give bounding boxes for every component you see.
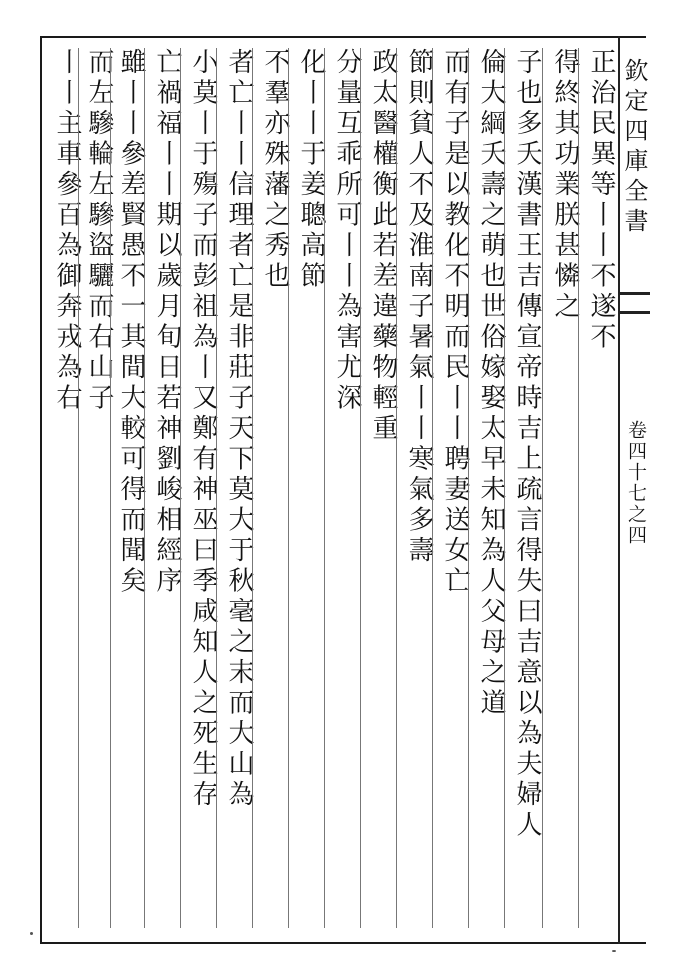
column-rule [468,48,469,928]
text-column-4: 倫大綱夭壽之萌也世俗嫁娶太早未知為人父母之道 [476,48,506,719]
column-rule [288,48,289,928]
margin-volume-label: 卷四十七之四 [625,420,647,546]
fish-tail-mark [620,292,650,314]
scan-speck [612,950,616,952]
column-rule [396,48,397,928]
text-column-9: 化丨丨于姜聰高節 [296,48,326,292]
supplementary-text [0,0,1,1]
margin-book-title: 欽定四庫全書 [620,58,648,238]
text-column-6: 節則貧人不及淮南子暑氣丨丨寒氣多壽 [404,48,434,567]
text-column-2: 得終其功業朕甚憐之 [550,48,580,323]
text-column-13: 亡禍福丨丨期以歲月旬日若神劉峻相經序 [152,48,182,597]
text-column-3: 子也多夭漢書王吉傳宣帝時吉上疏言得失曰吉意以為夫婦人 [512,48,542,841]
column-rule [252,48,253,928]
column-rule [180,48,181,928]
text-column-5: 而有子是以教化不明而民丨丨聘妻送女亡 [440,48,470,597]
column-rule [110,48,111,928]
text-column-1: 正治民異等丨丨不遂不 [586,48,616,353]
column-rule [432,48,433,928]
text-column-7: 政太醫權衡此若差違藥物輕重 [368,48,398,445]
column-rule [78,48,79,928]
text-column-11: 者亡丨丨信理者亡是非莊子天下莫大于秋毫之末而大山為 [224,48,254,811]
text-column-12: 小莫丨于殤子而彭祖為丨又鄭有神巫曰季咸知人之死生存 [188,48,218,811]
column-rule [504,48,505,928]
text-column-14: 雖丨丨參差賢愚不一其間大較可得而聞矣 [116,48,146,597]
text-column-16: 丨丨主車參百為御奔戎為右 [52,48,82,414]
column-rule [578,48,579,928]
column-rule [144,48,145,928]
text-column-8: 分量互乖所可丨丨為害尤深 [332,48,362,414]
column-rule [542,48,543,928]
text-column-10: 不羣亦殊藩之秀也 [260,48,290,292]
text-column-15: 而左驂輪左驂盜驪而右山子 [84,48,114,414]
scan-speck [30,932,33,935]
column-rule [216,48,217,928]
column-rule [360,48,361,928]
column-rule [324,48,325,928]
